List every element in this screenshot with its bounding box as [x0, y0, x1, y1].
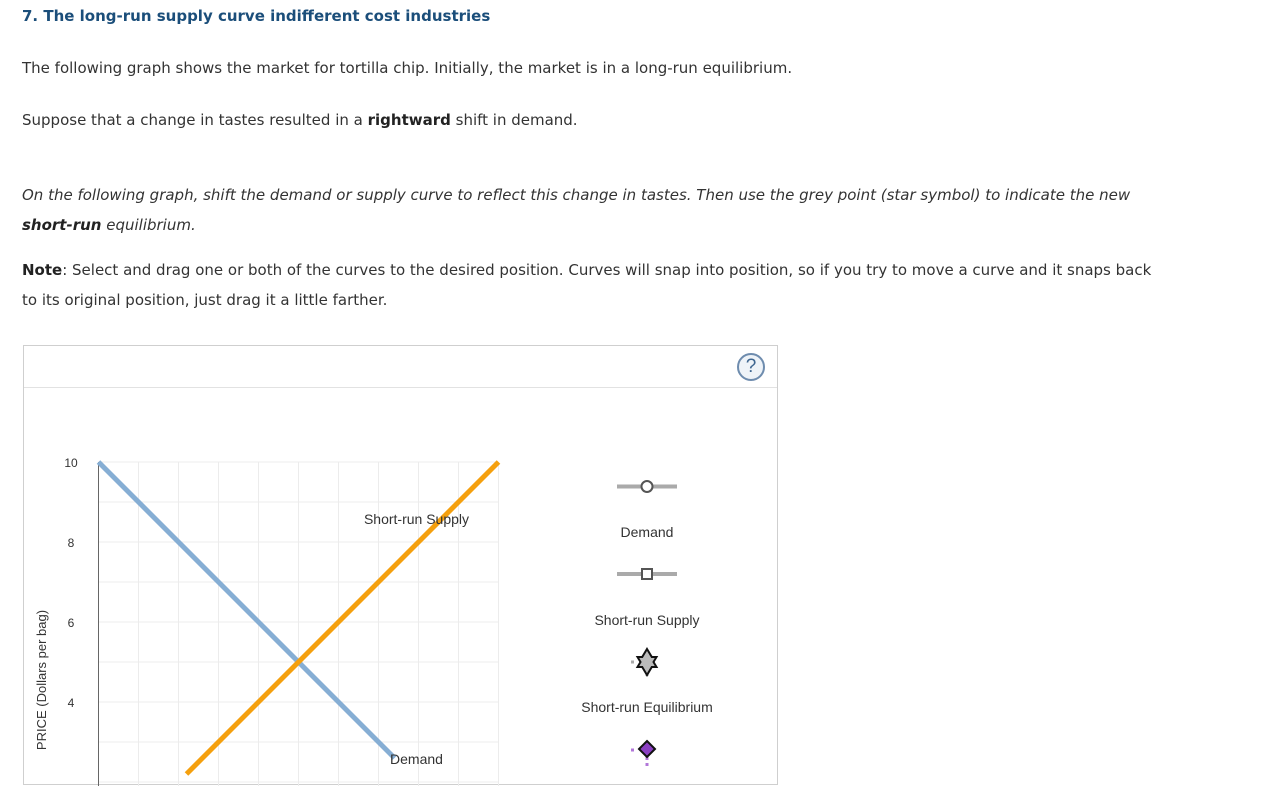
y-tick-label: 10	[64, 456, 78, 470]
instruction-line2: equilibrium.	[101, 216, 196, 234]
y-tick-labels	[64, 456, 78, 710]
star-marker-icon	[638, 649, 657, 675]
short-run-equilibrium-tool[interactable]	[581, 649, 713, 715]
y-tick-label: 8	[67, 536, 75, 550]
square-marker-icon	[642, 569, 652, 579]
demand-curve-label: Demand	[390, 751, 443, 767]
diamond-tool[interactable]	[631, 741, 655, 766]
suppose-bold: rightward	[367, 111, 451, 129]
short-run-supply-curve[interactable]	[187, 462, 499, 774]
market-graph	[24, 346, 779, 786]
diamond-marker-icon	[639, 741, 655, 757]
suppose-post: shift in demand.	[450, 111, 578, 129]
y-tick-label: 6	[67, 616, 75, 630]
instruction-text	[22, 180, 1130, 240]
demand-tool[interactable]	[617, 481, 677, 540]
suppose-pre: Suppose that a change in tastes resulted in a	[22, 111, 368, 129]
note-line1: : Select and drag one or both of the curves to the desired position. Curves will snap into position, so if you try to move a curve and it snaps back	[62, 261, 1152, 279]
instruction-line1: On the following graph, shift the demand or supply curve to reflect this change in tastes. Then use the grey point (star symbol) to indicate the new	[22, 186, 1131, 204]
instruction-bold: short-run	[22, 216, 102, 234]
question-title: 7. The long-run supply curve indifferent cost industries	[22, 7, 491, 25]
eq-tool-label: Short-run Equilibrium	[581, 699, 713, 715]
help-button[interactable]: ?	[737, 353, 765, 381]
note-label: Note	[22, 261, 63, 279]
supply-curve-label: Short-run Supply	[363, 511, 470, 527]
short-run-supply-tool[interactable]	[594, 569, 699, 628]
intro-text: The following graph shows the market for tortilla chip. Initially, the market is in a long-run equilibrium.	[22, 59, 793, 77]
graph-panel	[23, 345, 778, 785]
y-axis-label: PRICE (Dollars per bag)	[34, 609, 49, 751]
y-tick-label: 4	[67, 696, 75, 710]
note-text	[22, 255, 1151, 315]
tool-palette	[581, 481, 713, 766]
supply-tool-label: Short-run Supply	[594, 612, 700, 628]
note-line2: to its original position, just drag it a little farther.	[22, 291, 388, 309]
circle-marker-icon	[642, 481, 653, 492]
demand-tool-label: Demand	[620, 524, 674, 540]
suppose-text	[22, 105, 578, 135]
